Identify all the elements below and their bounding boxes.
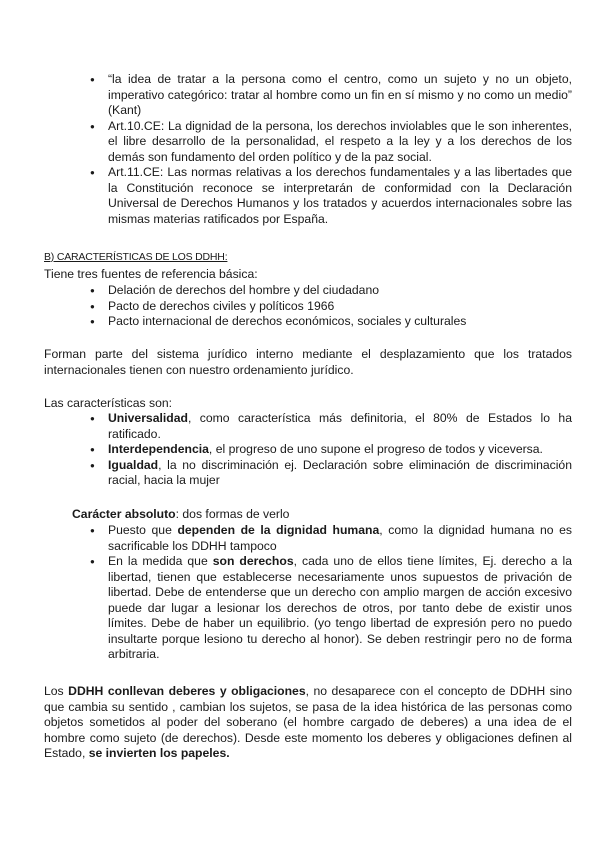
section-heading: B) CARACTERÍSTICAS DE LOS DDHH: — [44, 251, 228, 263]
char-desc: , como característica más definitoria, el 80% de Estados lo ha ratificado. — [108, 411, 572, 441]
final-mid: , no desaparece con el concepto de DDHH sino que cambia su sentido , cambian los sujetos, se pasa de la idea histórica de las personas como objetos sometidos al poder del soberano (el hombre cargado de deberes) a una idea de el hombre como sujeto (de derechos). Desde este momento los deberes y obligaciones definen al Estado, — [44, 684, 572, 760]
item-pre: Puesto que — [108, 523, 178, 537]
final-pre: Los — [44, 684, 69, 698]
absolute-desc: : dos formas de verlo — [175, 507, 290, 521]
item-pre: En la medida que — [108, 554, 213, 568]
list-item: ● Pacto internacional de derechos económicos, sociales y culturales — [108, 314, 572, 330]
sources-list — [108, 283, 572, 330]
top-bullet-list — [108, 72, 572, 227]
list-item — [108, 554, 572, 663]
char-term: Universalidad — [108, 411, 188, 425]
final-bold: DDHH conllevan deberes y obligaciones — [68, 684, 306, 698]
list-item: ● Pacto de derechos civiles y políticos 1966 — [108, 299, 572, 315]
item-rest: , como la dignidad humana no es sacrificable los DDHH tampoco — [108, 523, 572, 553]
list-item: ● “la idea de tratar a la persona como el centro, como un sujeto y no un objeto, imperativo categórico: tratar al hombre como un fin en sí mismo y no como un medio” (Kant) — [108, 72, 572, 119]
list-item — [108, 458, 572, 489]
list-item: ● Art.11.CE: Las normas relativas a los derechos fundamentales y a las libertades que la Constitución reconoce se interpretarán de conformidad con la Declaración Universal de Derechos Humanos y los tratados y acuerdos internacionales sobre las mismas materias ratificados por España. — [108, 165, 572, 227]
final-bold-end: se invierten los papeles. — [88, 746, 230, 760]
list-item — [108, 442, 572, 458]
list-item — [108, 523, 572, 554]
char-desc: , el progreso de uno supone el progreso de todos y viceversa. — [208, 442, 543, 456]
char-term: Igualdad — [108, 457, 159, 472]
absolute-list — [108, 523, 572, 663]
item-rest: , cada uno de ellos tiene límites, Ej. derecho a la libertad, tienen que establecerse necesariamente unos supuestos de privación de libertad. Debe de entenderse que un derecho con amplio margen de acción excesivo puede dar lugar a lesionar los derechos de otros, por tanto debe de existir unos límites. Debe de haber un equilibrio. (yo tengo libertad de expresión pero no puedo insultarte porque lesiono tu derecho al honor). Se deben restringir pero no de forma arbitraria. — [108, 554, 573, 661]
item-bold: son derechos — [212, 554, 294, 568]
absolute-term: Carácter absoluto — [72, 507, 176, 521]
absolute-heading — [72, 507, 600, 523]
list-item: ● Delación de derechos del hombre y del ciudadano — [108, 283, 572, 299]
characteristics-intro: Las características son: — [44, 396, 173, 410]
char-term: Interdependencia — [108, 442, 209, 456]
characteristics-list — [108, 411, 572, 489]
sources-intro: Tiene tres fuentes de referencia básica: — [44, 267, 258, 281]
paragraph: Forman parte del sistema jurídico interno mediante el desplazamiento que los tratados internacionales tienen con nuestro ordenamiento jurídico. — [44, 347, 572, 377]
list-item — [108, 411, 572, 442]
list-item: ● Art.10.CE: La dignidad de la persona, los derechos inviolables que le son inherentes, el libre desarrollo de la personalidad, el respeto a la ley y a los derechos de los demás son fundamento del orden político y de la paz social. — [108, 119, 572, 166]
final-paragraph — [44, 684, 572, 762]
char-desc: , la no discriminación ej. Declaración sobre eliminación de discriminación racial, hacia la mujer — [108, 457, 572, 487]
item-bold: dependen de la dignidad humana — [177, 523, 380, 537]
